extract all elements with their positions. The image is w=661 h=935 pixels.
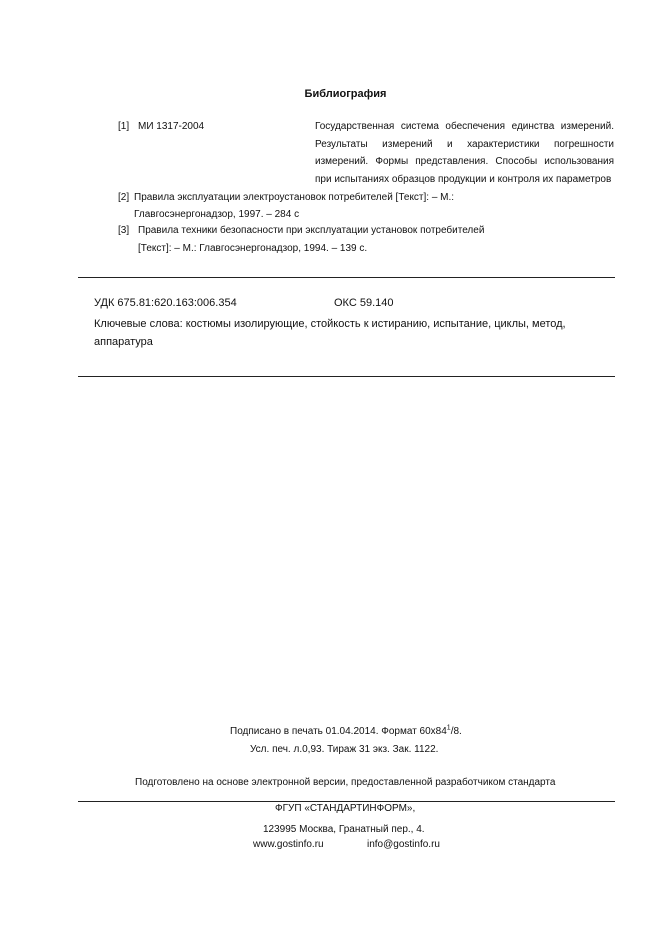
signed-text: Подписано в печать 01.04.2014. Формат 60x84 — [230, 726, 447, 737]
bib-entry-2-number: [2] — [118, 192, 130, 203]
keywords-line1: Ключевые слова: костюмы изолирующие, стойкость к истиранию, испытание, циклы, метод, — [94, 318, 566, 330]
bib-entry-1-number: [1] — [118, 121, 130, 132]
bib-entry-2-line2: Главгосэнергонадзор, 1997. – 284 с — [134, 209, 300, 220]
bib-entry-1-desc-line: Результаты измерений и характеристики погрешности — [315, 138, 614, 150]
bib-entry-2-line1: Правила эксплуатации электроустановок потребителей [Текст]: – М.: — [134, 192, 455, 203]
bibliography-heading: Библиография — [304, 88, 387, 100]
format-superscript: 1 — [446, 724, 451, 732]
bib-entry-1-description — [315, 118, 614, 188]
publisher-name: ФГУП «СТАНДАРТИНФОРМ», — [275, 803, 416, 814]
bib-entry-3-line1: Правила техники безопасности при эксплуатации установок потребителей — [138, 225, 485, 236]
divider-top — [78, 277, 615, 278]
print-info: Усл. печ. л.0,93. Тираж 31 экз. Зак. 1122. — [250, 744, 439, 755]
divider-middle — [78, 376, 615, 377]
bib-entry-1-desc-line: при испытаниях образцов продукции и контроля их параметров — [315, 173, 612, 185]
format-fraction: /8. — [450, 726, 462, 737]
bib-entry-1-desc-line: Государственная система обеспечения единства измерений. — [315, 121, 614, 132]
keywords-line2: аппаратура — [94, 336, 153, 348]
bib-entry-3-number: [3] — [118, 225, 130, 236]
email-link[interactable]: info@gostinfo.ru — [367, 839, 440, 850]
oks-code: ОКС 59.140 — [334, 297, 394, 309]
signed-for-print — [230, 723, 462, 740]
publisher-address: 123995 Москва, Гранатный пер., 4. — [263, 824, 425, 835]
bib-entry-1-desc-line: измерений. Формы представления. Способы использования — [315, 156, 614, 167]
bib-entry-3-line2: [Текст]: – М.: Главгосэнергонадзор, 1994. – 139 с. — [138, 243, 368, 254]
prepared-note: Подготовлено на основе электронной версии, предоставленной разработчиком стандарта — [135, 777, 556, 788]
bib-entry-1-code: МИ 1317-2004 — [138, 121, 205, 132]
udk-code: УДК 675.81:620.163:006.354 — [94, 297, 237, 309]
website-link[interactable]: www.gostinfo.ru — [253, 839, 324, 850]
